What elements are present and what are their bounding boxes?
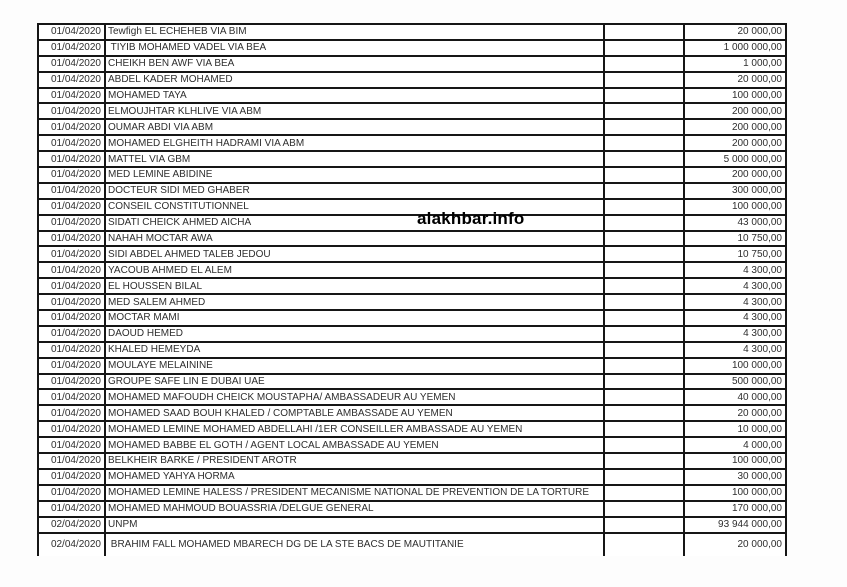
amount-cell: 20 000,00 [737, 74, 782, 86]
spacer-cell [605, 343, 685, 357]
spacer-cell [605, 247, 685, 261]
spacer-cell [605, 279, 685, 293]
ledger-table [37, 23, 787, 556]
name-cell: MED LEMINE ABIDINE [106, 168, 605, 182]
spacer-cell [605, 470, 685, 484]
spacer-cell [605, 375, 685, 389]
table-row [39, 518, 785, 534]
name-cell: MATTEL VIA GBM [106, 152, 605, 166]
name-cell: TIYIB MOHAMED VADEL VIA BEA [106, 41, 605, 55]
spacer-cell [605, 422, 685, 436]
spacer-cell [605, 486, 685, 500]
spacer-cell [605, 89, 685, 103]
date-cell: 01/04/2020 [39, 73, 106, 87]
amount-cell: 200 000,00 [731, 121, 782, 133]
amount-cell: 20 000,00 [737, 539, 782, 550]
name-cell: MOHAMED LEMINE MOHAMED ABDELLAHI /1ER CONSEILLER AMBASSADE AU YEMEN [106, 422, 605, 436]
date-cell: 01/04/2020 [39, 359, 106, 373]
watermark: alakhbar.info [417, 209, 525, 228]
table-row [39, 104, 785, 120]
date-cell: 01/04/2020 [39, 120, 106, 134]
spacer-cell [605, 184, 685, 198]
amount-cell: 4 300,00 [743, 312, 782, 324]
table-row [39, 216, 785, 232]
name-cell: MOHAMED TAYA [106, 89, 605, 103]
spacer-cell [605, 295, 685, 309]
table-row [39, 279, 785, 295]
amount-cell: 10 750,00 [737, 248, 782, 260]
date-cell: 01/04/2020 [39, 454, 106, 468]
date-cell: 02/04/2020 [39, 534, 106, 556]
amount-cell: 93 944 000,00 [718, 519, 782, 531]
table-row [39, 311, 785, 327]
name-cell: DOCTEUR SIDI MED GHABER [106, 184, 605, 198]
spacer-cell [605, 57, 685, 71]
amount-cell: 20 000,00 [737, 407, 782, 419]
amount-cell: 4 300,00 [743, 280, 782, 292]
date-cell: 01/04/2020 [39, 200, 106, 214]
date-cell: 01/04/2020 [39, 104, 106, 118]
amount-cell: 4 000,00 [743, 439, 782, 451]
name-cell: SIDATI CHEICK AHMED AICHA [106, 216, 605, 230]
date-cell: 01/04/2020 [39, 247, 106, 261]
name-cell: MOHAMED ELGHEITH HADRAMI VIA ABM [106, 136, 605, 150]
date-cell: 01/04/2020 [39, 168, 106, 182]
table-row [39, 152, 785, 168]
amount-cell: 100 000,00 [731, 455, 782, 467]
table-row [39, 359, 785, 375]
name-cell: NAHAH MOCTAR AWA [106, 232, 605, 246]
table-row [39, 343, 785, 359]
table-row [39, 120, 785, 136]
date-cell: 01/04/2020 [39, 375, 106, 389]
spacer-cell [605, 454, 685, 468]
table-row [39, 25, 785, 41]
spacer-cell [605, 502, 685, 516]
name-cell: KHALED HEMEYDA [106, 343, 605, 357]
name-cell: GROUPE SAFE LIN E DUBAI UAE [106, 375, 605, 389]
date-cell: 01/04/2020 [39, 438, 106, 452]
name-cell: UNPM [106, 518, 605, 532]
date-cell: 01/04/2020 [39, 406, 106, 420]
date-cell: 01/04/2020 [39, 184, 106, 198]
date-cell: 01/04/2020 [39, 279, 106, 293]
table-row [39, 390, 785, 406]
amount-cell: 200 000,00 [731, 105, 782, 117]
spacer-cell [605, 152, 685, 166]
amount-cell: 500 000,00 [731, 376, 782, 388]
name-cell: DAOUD HEMED [106, 327, 605, 341]
spacer-cell [605, 311, 685, 325]
spacer-cell [605, 73, 685, 87]
table-row [39, 232, 785, 248]
amount-cell: 170 000,00 [731, 503, 782, 515]
table-row [39, 470, 785, 486]
date-cell: 01/04/2020 [39, 152, 106, 166]
amount-cell: 4 300,00 [743, 344, 782, 356]
table-row [39, 406, 785, 422]
date-cell: 01/04/2020 [39, 390, 106, 404]
amount-cell: 10 750,00 [737, 233, 782, 245]
name-cell: MED SALEM AHMED [106, 295, 605, 309]
table-row [39, 454, 785, 470]
table-row [39, 89, 785, 105]
table-row [39, 168, 785, 184]
spacer-cell [605, 216, 685, 230]
date-cell: 01/04/2020 [39, 57, 106, 71]
spacer-cell [605, 518, 685, 532]
name-cell: MOHAMED SAAD BOUH KHALED / COMPTABLE AMBASSADE AU YEMEN [106, 406, 605, 420]
name-cell: EL HOUSSEN BILAL [106, 279, 605, 293]
name-cell: CHEIKH BEN AWF VIA BEA [106, 57, 605, 71]
name-cell: MOHAMED YAHYA HORMA [106, 470, 605, 484]
table-row [39, 247, 785, 263]
date-cell: 01/04/2020 [39, 216, 106, 230]
name-cell: BELKHEIR BARKE / PRESIDENT AROTR [106, 454, 605, 468]
amount-cell: 20 000,00 [737, 26, 782, 38]
name-cell: OUMAR ABDI VIA ABM [106, 120, 605, 134]
name-cell: MOULAYE MELAININE [106, 359, 605, 373]
table-row [39, 327, 785, 343]
amount-cell: 1 000,00 [743, 58, 782, 70]
spacer-cell [605, 104, 685, 118]
name-cell: BRAHIM FALL MOHAMED MBARECH DG DE LA STE BACS DE MAUTITANIE [106, 534, 605, 556]
date-cell: 01/04/2020 [39, 232, 106, 246]
name-cell: ABDEL KADER MOHAMED [106, 73, 605, 87]
spacer-cell [605, 120, 685, 134]
spacer-cell [605, 534, 685, 556]
table-row [39, 438, 785, 454]
ledger-table-body [39, 25, 785, 556]
spacer-cell [605, 168, 685, 182]
spacer-cell [605, 406, 685, 420]
amount-cell: 300 000,00 [731, 185, 782, 197]
date-cell: 01/04/2020 [39, 422, 106, 436]
amount-cell: 10 000,00 [737, 423, 782, 435]
amount-cell: 43 000,00 [737, 217, 782, 229]
table-row [39, 295, 785, 311]
date-cell: 01/04/2020 [39, 470, 106, 484]
table-row [39, 200, 785, 216]
name-cell: ELMOUJHTAR KLHLIVE VIA ABM [106, 104, 605, 118]
table-row [39, 422, 785, 438]
spacer-cell [605, 438, 685, 452]
table-row [39, 136, 785, 152]
spacer-cell [605, 390, 685, 404]
name-cell: YACOUB AHMED EL ALEM [106, 263, 605, 277]
spacer-cell [605, 263, 685, 277]
date-cell: 01/04/2020 [39, 486, 106, 500]
name-cell: MOCTAR MAMI [106, 311, 605, 325]
table-row [39, 263, 785, 279]
table-row [39, 375, 785, 391]
amount-cell: 4 300,00 [743, 264, 782, 276]
amount-cell: 100 000,00 [731, 201, 782, 213]
date-cell: 01/04/2020 [39, 41, 106, 55]
amount-cell: 200 000,00 [731, 137, 782, 149]
name-cell: MOHAMED MAHMOUD BOUASSRIA /DELGUE GENERAL [106, 502, 605, 516]
amount-cell: 100 000,00 [731, 487, 782, 499]
name-cell: MOHAMED BABBE EL GOTH / AGENT LOCAL AMBASSADE AU YEMEN [106, 438, 605, 452]
amount-cell: 100 000,00 [731, 90, 782, 101]
amount-cell: 4 300,00 [743, 296, 782, 308]
spacer-cell [605, 136, 685, 150]
date-cell: 01/04/2020 [39, 295, 106, 309]
date-cell: 01/04/2020 [39, 327, 106, 341]
table-row [39, 502, 785, 518]
name-cell: SIDI ABDEL AHMED TALEB JEDOU [106, 247, 605, 261]
spacer-cell [605, 25, 685, 39]
amount-cell: 100 000,00 [731, 360, 782, 372]
table-row [39, 41, 785, 57]
date-cell: 01/04/2020 [39, 25, 106, 39]
name-cell: Tewfigh EL ECHEHEB VIA BIM [106, 25, 605, 39]
amount-cell: 40 000,00 [737, 391, 782, 403]
date-cell: 01/04/2020 [39, 89, 106, 103]
spacer-cell [605, 200, 685, 214]
date-cell: 01/04/2020 [39, 136, 106, 150]
table-row [39, 73, 785, 89]
spacer-cell [605, 327, 685, 341]
spacer-cell [605, 41, 685, 55]
date-cell: 01/04/2020 [39, 263, 106, 277]
table-row [39, 184, 785, 200]
amount-cell: 4 300,00 [743, 328, 782, 340]
date-cell: 01/04/2020 [39, 311, 106, 325]
name-cell: MOHAMED LEMINE HALESS / PRESIDENT MECANISME NATIONAL DE PREVENTION DE LA TORTURE [106, 486, 605, 500]
amount-cell: 30 000,00 [737, 471, 782, 483]
name-cell: MOHAMED MAFOUDH CHEICK MOUSTAPHA/ AMBASSADEUR AU YEMEN [106, 390, 605, 404]
amount-cell: 5 000 000,00 [723, 153, 782, 165]
table-row [39, 534, 785, 556]
amount-cell: 1 000 000,00 [723, 42, 782, 54]
date-cell: 01/04/2020 [39, 343, 106, 357]
date-cell: 02/04/2020 [39, 518, 106, 532]
table-row [39, 486, 785, 502]
date-cell: 01/04/2020 [39, 502, 106, 516]
amount-cell: 200 000,00 [731, 169, 782, 181]
spacer-cell [605, 232, 685, 246]
table-row [39, 57, 785, 73]
spacer-cell [605, 359, 685, 373]
name-cell: CONSEIL CONSTITUTIONNEL [106, 200, 605, 214]
